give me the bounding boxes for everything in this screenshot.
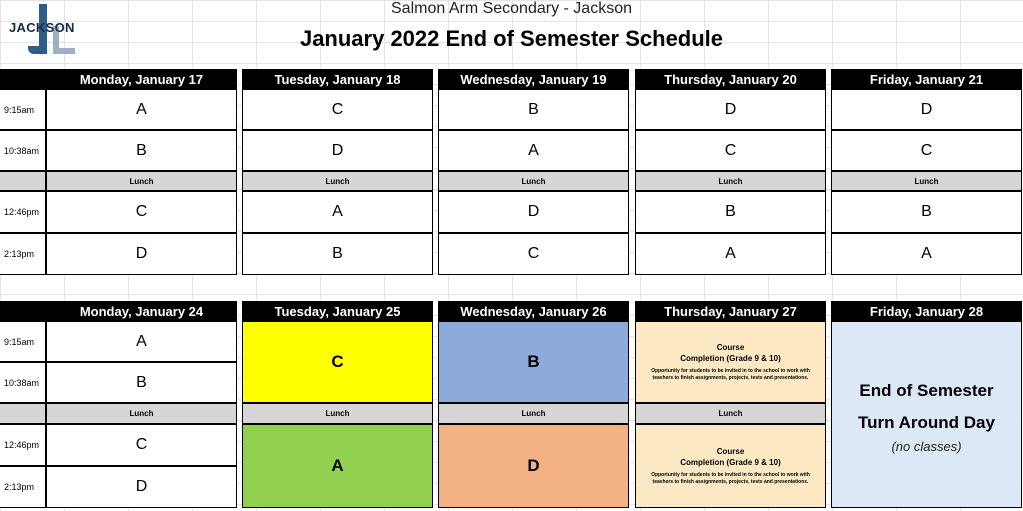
- completion-title-line1: Course: [716, 343, 745, 352]
- day-header-thu-20: Thursday, January 20: [635, 69, 826, 89]
- day-header-wed-26: Wednesday, January 26: [438, 301, 629, 321]
- completion-description: Opportunity for students to be invited in to the school to work with teachers to finish assignments, projects, tests and presentations.: [651, 472, 810, 485]
- time-header: [0, 69, 46, 89]
- block-cell-tue25-morning: C: [242, 321, 433, 403]
- day-header-tue-25: Tuesday, January 25: [242, 301, 433, 321]
- day-header-fri-28: Friday, January 28: [831, 301, 1022, 321]
- day-header-mon-17: Monday, January 17: [46, 69, 237, 89]
- day-header-thu-27: Thursday, January 27: [635, 301, 826, 321]
- block-cell: A: [438, 130, 629, 171]
- block-cell: A: [242, 191, 433, 233]
- block-cell: C: [46, 191, 237, 233]
- block-cell: B: [635, 191, 826, 233]
- day-header-mon-24: Monday, January 24: [46, 301, 237, 321]
- lunch-cell: Lunch: [438, 403, 629, 424]
- end-of-semester-cell: [831, 321, 1022, 508]
- lunch-cell: Lunch: [438, 171, 629, 191]
- block-cell: D: [242, 130, 433, 171]
- block-cell-wed26-afternoon: D: [438, 424, 629, 508]
- day-header-tue-18: Tuesday, January 18: [242, 69, 433, 89]
- block-cell: A: [46, 321, 237, 362]
- completion-title-line2: Completion (Grade 9 & 10): [680, 354, 781, 363]
- time-header: [0, 301, 46, 321]
- block-cell: B: [438, 89, 629, 130]
- course-completion-morning: [635, 321, 826, 403]
- lunch-cell: Lunch: [46, 171, 237, 191]
- completion-title-line2: Completion (Grade 9 & 10): [680, 458, 781, 467]
- lunch-cell: Lunch: [635, 171, 826, 191]
- block-cell: B: [46, 362, 237, 403]
- block-cell: A: [635, 233, 826, 275]
- block-cell: B: [831, 191, 1022, 233]
- school-name: Salmon Arm Secondary - Jackson: [391, 0, 632, 17]
- time-slot-4: 2:13pm: [0, 466, 46, 508]
- block-cell-tue25-afternoon: A: [242, 424, 433, 508]
- lunch-cell: Lunch: [46, 403, 237, 424]
- block-cell: A: [46, 89, 237, 130]
- time-slot-lunch: [0, 171, 46, 191]
- block-cell: D: [46, 466, 237, 508]
- lunch-cell: Lunch: [242, 171, 433, 191]
- block-cell: D: [635, 89, 826, 130]
- block-cell-wed26-morning: B: [438, 321, 629, 403]
- block-cell: B: [242, 233, 433, 275]
- lunch-cell: Lunch: [831, 171, 1022, 191]
- lunch-cell: Lunch: [635, 403, 826, 424]
- block-cell: D: [438, 191, 629, 233]
- completion-title-line1: Course: [716, 447, 745, 456]
- logo-text: JACKSON: [9, 20, 75, 35]
- time-slot-3: 12:46pm: [0, 424, 46, 466]
- block-cell: C: [831, 130, 1022, 171]
- lunch-cell: Lunch: [242, 403, 433, 424]
- block-cell: A: [831, 233, 1022, 275]
- time-slot-1: 9:15am: [0, 321, 46, 362]
- time-slot-lunch: [0, 403, 46, 424]
- block-cell: C: [242, 89, 433, 130]
- block-cell: B: [46, 130, 237, 171]
- course-completion-afternoon: [635, 424, 826, 508]
- eos-line2: Turn Around Day: [858, 413, 995, 432]
- time-slot-4: 2:13pm: [0, 233, 46, 275]
- day-header-fri-21: Friday, January 21: [831, 69, 1022, 89]
- time-slot-2: 10:38am: [0, 130, 46, 171]
- time-slot-3: 12:46pm: [0, 191, 46, 233]
- block-cell: C: [635, 130, 826, 171]
- block-cell: C: [46, 424, 237, 466]
- eos-line1: End of Semester: [859, 381, 994, 400]
- block-cell: D: [46, 233, 237, 275]
- block-cell: D: [831, 89, 1022, 130]
- time-slot-1: 9:15am: [0, 89, 46, 130]
- eos-note: (no classes): [891, 439, 962, 454]
- time-slot-2: 10:38am: [0, 362, 46, 403]
- block-cell: C: [438, 233, 629, 275]
- day-header-wed-19: Wednesday, January 19: [438, 69, 629, 89]
- completion-description: Opportunity for students to be invited in to the school to work with teachers to finish assignments, projects, tests and presentations.: [651, 368, 810, 381]
- page-title: January 2022 End of Semester Schedule: [299, 26, 724, 51]
